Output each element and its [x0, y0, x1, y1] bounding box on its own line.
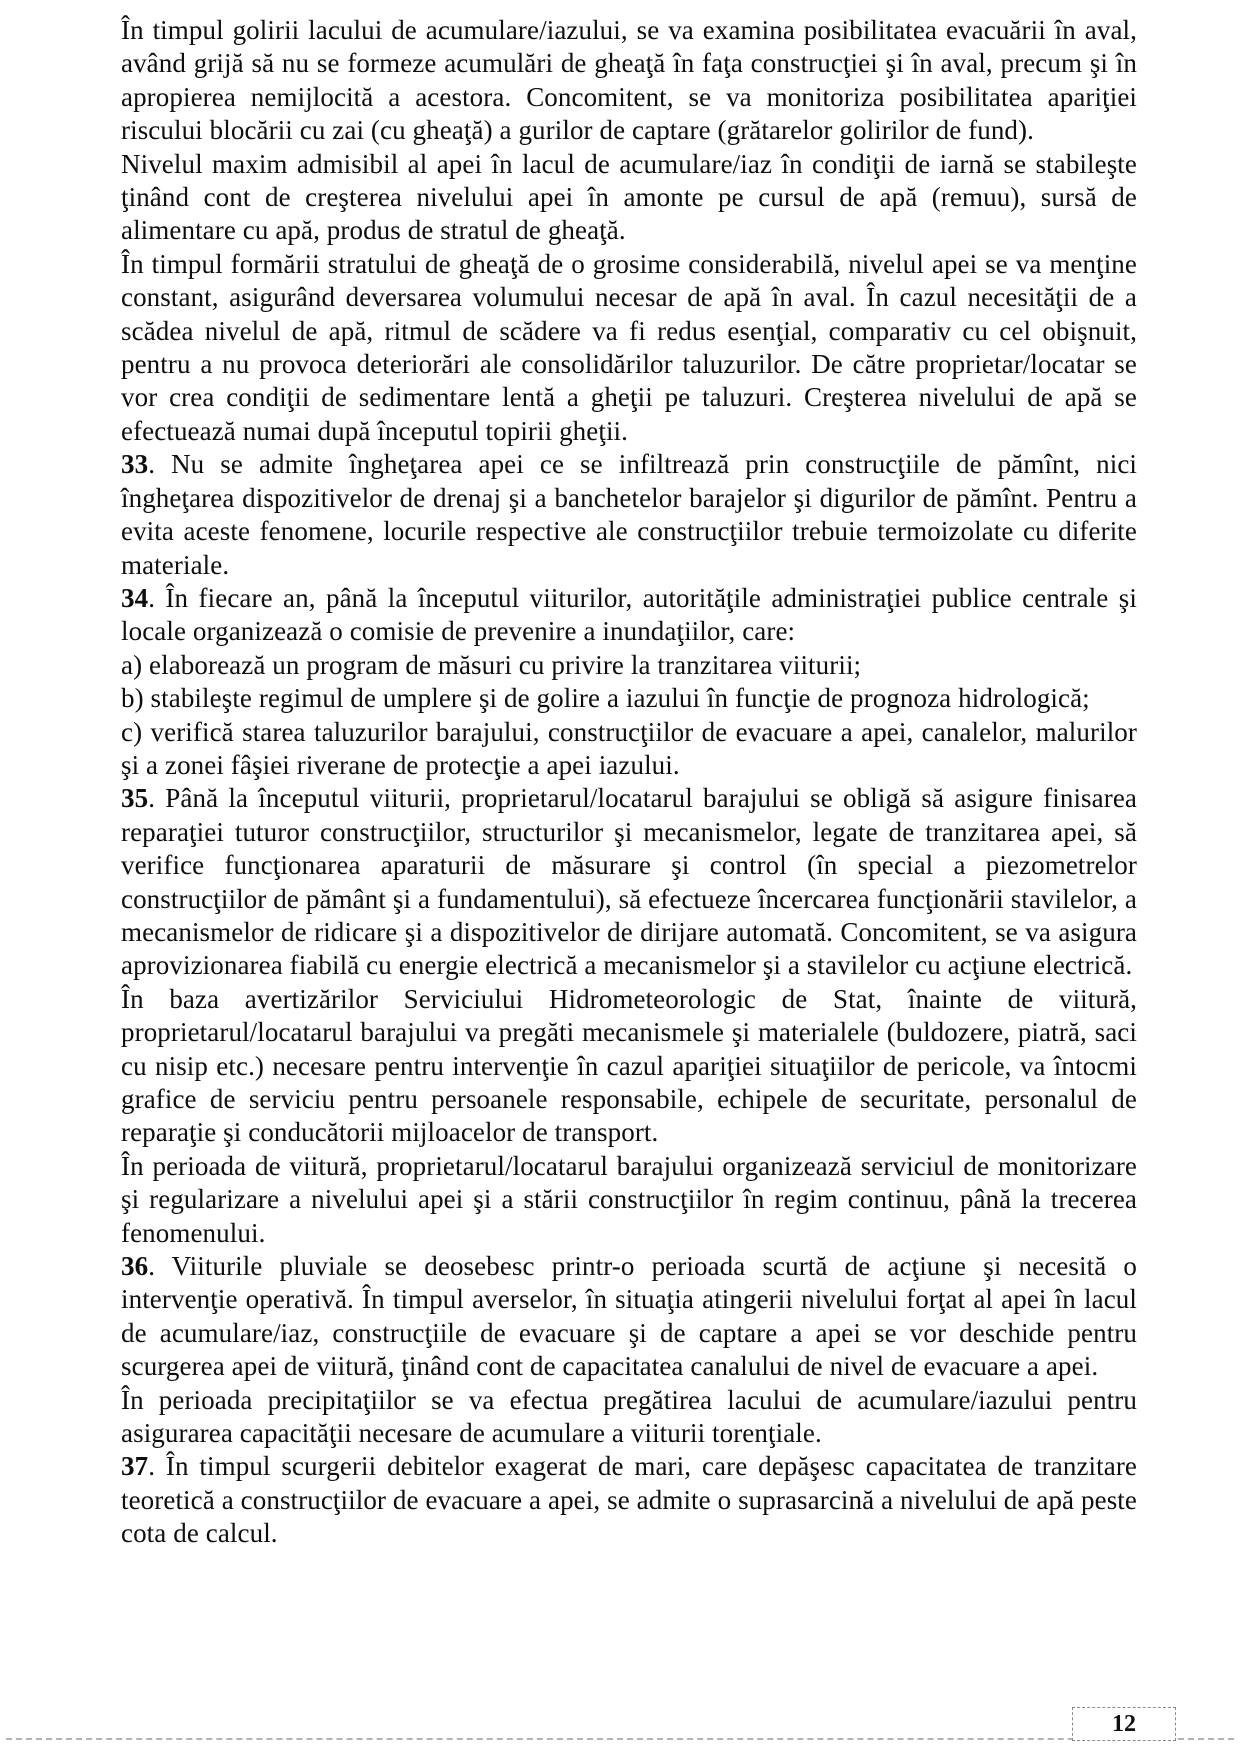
- page-number: 12: [1112, 1711, 1136, 1737]
- paragraph: În baza avertizărilor Serviciului Hidrometeorologic de Stat, înainte de viitură, proprietarul/locatarul barajului va pregăti mecanismele şi materialele (buldozere, piatră, saci cu nisip etc.) necesare pentru intervenţie în cazul apariţiei situaţiilor de pericole, va întocmi grafice de serviciu pentru persoanele responsabile, echipele de securitate, personalul de reparaţie şi conducătorii mijloacelor de transport.: [121, 983, 1137, 1148]
- numbered-paragraph: 33. Nu se admite îngheţarea apei ce se infiltrează prin construcţiile de pămînt, nici îngheţarea dispozitivelor de drenaj şi a banchetelor barajelor şi digurilor de pămînt. Pentru a evita aceste fenomene, locurile respective ale construcţiilor trebuie termoizolate cu diferite materiale.: [121, 449, 1137, 580]
- paragraph: În timpul formării stratului de gheaţă de o grosime considerabilă, nivelul apei se va menţine constant, asigurând deversarea volumului necesar de apă în aval. În cazul necesităţii de a scădea nivelul de apă, ritmul de scădere va fi redus esenţial, comparativ cu cel obişnuit, pentru a nu provoca deteriorări ale consolidărilor taluzurilor. De către proprietar/locatar se vor crea condiţii de sedimentare lentă a gheţii pe taluzuri. Creşterea nivelului de apă se efectuează numai după începutul topirii gheţii.: [121, 248, 1137, 446]
- paragraph: În perioada de viitură, proprietarul/locatarul barajului organizează serviciul de monitorizare şi regularizare a nivelului apei şi a stării construcţiilor în regim continuu, până la trecerea fenomenului.: [121, 1150, 1137, 1248]
- paragraph-number: 37: [121, 1451, 149, 1482]
- paragraph: În timpul golirii lacului de acumulare/iazului, se va examina posibilitatea evacuării în aval, având grijă să nu se formeze acumulări de gheaţă în faţa construcţiei şi în aval, precum şi în apropierea nemijlocită a acestora. Concomitent, se va monitoriza posibilitatea apariţiei riscului blocării cu zai (cu gheaţă) a gurilor de captare (grătarelor golirilor de fund).: [121, 15, 1137, 146]
- numbered-paragraph: 34. În fiecare an, până la începutul viiturilor, autorităţile administraţiei publice centrale şi locale organizează o comisie de prevenire a inundaţiilor, care:: [121, 582, 1137, 647]
- paragraph-number: 33: [121, 449, 149, 480]
- paragraph: În perioada precipitaţiilor se va efectua pregătirea lacului de acumulare/iazului pentru asigurarea capacităţii necesare de acumulare a viiturii torenţiale.: [121, 1384, 1137, 1449]
- paragraph: Nivelul maxim admisibil al apei în lacul de acumulare/iaz în condiţii de iarnă se stabileşte ţinând cont de creşterea nivelului apei în amonte pe cursul de apă (remuu), sursă de alimentare cu apă, produs de stratul de gheaţă.: [121, 148, 1137, 246]
- numbered-paragraph: 35. Până la începutul viiturii, proprietarul/locatarul barajului se obligă să asigure finisarea reparaţiei tuturor construcţiilor, structurilor şi mecanismelor, legate de tranzitarea apei, să verifice funcţionarea aparaturii de măsurare şi control (în special a piezometrelor construcţiilor de pământ şi a fundamentului), să efectueze încercarea funcţionării stavilelor, a mecanismelor de ridicare şi a dispozitivelor de dirijare automată. Concomitent, se va asigura aprovizionarea fiabilă cu energie electrică a mecanismelor şi a stavilelor cu acţiune electrică.: [121, 783, 1137, 981]
- paragraph-number: 34: [121, 582, 149, 613]
- footer-dashed-line: [6, 1738, 1234, 1740]
- numbered-paragraph: 36. Viiturile pluviale se deosebesc printr-o perioada scurtă de acţiune şi necesită o intervenţie operativă. În timpul averselor, în situaţia atingerii nivelului forţat al apei în lacul de acumulare/iaz, construcţiile de evacuare şi de captare a apei se vor deschide pentru scurgerea apei de viitură, ţinând cont de capacitatea canalului de nivel de evacuare a apei.: [121, 1251, 1137, 1382]
- paragraph-number: 36: [121, 1251, 149, 1282]
- paragraph: a) elaborează un program de măsuri cu privire la tranzitarea viiturii;: [121, 649, 862, 680]
- numbered-paragraph: 37. În timpul scurgerii debitelor exagerat de mari, care depăşesc capacitatea de tranzitare teoretică a construcţiilor de evacuare a apei, se admite o suprasarcină a nivelului de apă peste cota de calcul.: [121, 1451, 1137, 1549]
- paragraph: c) verifică starea taluzurilor barajului, construcţiilor de evacuare a apei, canalelor, malurilor şi a zonei fâşiei riverane de protecţie a apei iazului.: [121, 716, 1137, 780]
- document-body: [121, 14, 1137, 1551]
- page-number-box: [1072, 1707, 1176, 1741]
- paragraph-number: 35: [121, 783, 149, 814]
- paragraph: b) stabileşte regimul de umplere şi de golire a iazului în funcţie de prognoza hidrologică;: [121, 683, 1090, 714]
